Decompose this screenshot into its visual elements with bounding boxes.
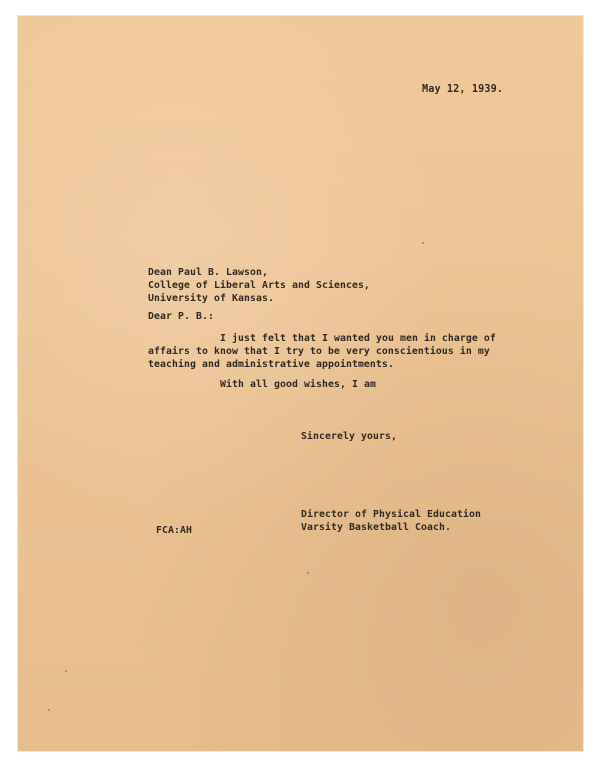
letter-date: May 12, 1939. — [422, 84, 504, 95]
closing: Sincerely yours, — [301, 431, 397, 442]
typist-initials: FCA:AH — [156, 525, 192, 536]
good-wishes-line: With all good wishes, I am — [220, 379, 376, 390]
signature-title-line: Director of Physical Education — [301, 509, 481, 520]
paper-speck — [307, 572, 309, 574]
body-line-1: I just felt that I wanted you men in charge of — [220, 333, 496, 344]
body-paragraph — [148, 332, 496, 372]
letter-sheet — [18, 16, 583, 751]
body-line-2: affairs to know that I try to be very conscientious in my — [148, 346, 490, 358]
recipient-name-line: Dean Paul B. Lawson, — [148, 267, 268, 278]
body-line-3: teaching and administrative appointments. — [148, 359, 394, 371]
paper-speck — [65, 670, 67, 672]
paper-speck — [48, 709, 50, 711]
salutation: Dear P. B.: — [148, 311, 214, 322]
recipient-address — [148, 266, 370, 306]
paper-speck — [422, 242, 424, 244]
recipient-university-line: University of Kansas. — [148, 293, 274, 305]
recipient-college-line: College of Liberal Arts and Sciences, — [148, 280, 370, 292]
signature-role-line: Varsity Basketball Coach. — [301, 522, 451, 534]
signature-block — [301, 508, 481, 534]
